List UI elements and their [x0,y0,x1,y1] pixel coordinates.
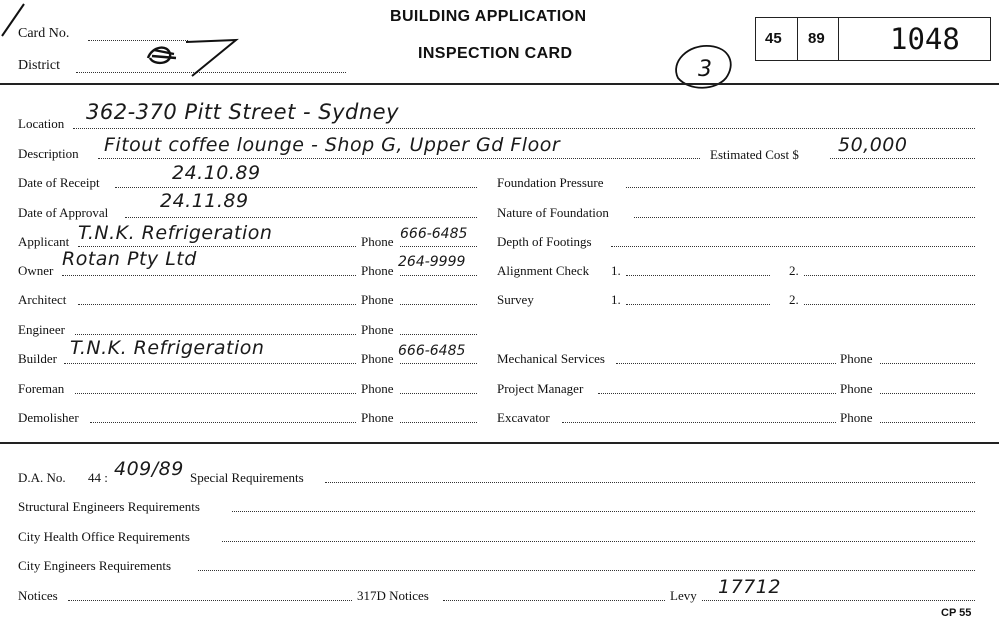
city-health-label: City Health Office Requirements [18,529,190,544]
survey-1-label: 1. [611,292,621,307]
form-code: CP 55 [941,607,972,619]
engineer-label: Engineer [18,322,65,337]
excavator-field [562,422,836,423]
date-of-receipt-value: 24.10.89 [172,162,261,184]
circled-mark [664,38,744,94]
district-label: District [18,58,60,73]
city-engineers-label: City Engineers Requirements [18,558,172,573]
builder-phone-field [400,363,477,364]
notices-field [68,600,352,601]
title-line-2: INSPECTION CARD [418,45,573,62]
builder-label: Builder [18,351,57,366]
description-label: Description [18,146,79,161]
demolisher-phone-label: Phone [361,410,394,425]
survey-2-field [804,304,975,305]
mechanical-services-field [616,363,836,364]
levy-label: Levy [670,588,697,603]
applicant-phone-label: Phone [361,234,394,249]
alignment-check-2-label: 2. [789,263,799,278]
depth-of-footings-field [611,246,975,247]
owner-phone-label: Phone [361,263,394,278]
location-label: Location [18,116,65,131]
card-number: 1048 [890,22,960,56]
date-of-approval-label: Date of Approval [18,205,109,220]
project-manager-field [598,393,836,394]
description-field [98,158,700,159]
circled-mark-text: 3 [698,57,712,82]
depth-of-footings-label: Depth of Footings [497,234,592,249]
engineer-phone-label: Phone [361,322,394,337]
district-scribble [140,28,250,78]
city-engineers-field [198,570,975,571]
builder-phone-label: Phone [361,351,394,366]
builder-value: T.N.K. Refrigeration [70,337,265,359]
nature-of-foundation-label: Nature of Foundation [497,205,609,220]
estimated-cost-field [830,158,975,159]
levy-value: 17712 [718,576,781,598]
foreman-field [75,393,356,394]
location-value: 362-370 Pitt Street - Sydney [86,100,400,124]
foundation-pressure-label: Foundation Pressure [497,175,604,190]
engineer-phone-field [400,334,477,335]
builder-phone-value: 666-6485 [398,343,466,359]
notices-label: Notices [18,588,58,603]
location-field [73,128,975,129]
excavator-phone-label: Phone [840,410,873,425]
architect-phone-label: Phone [361,292,394,307]
project-manager-label: Project Manager [497,381,584,396]
project-manager-phone-label: Phone [840,381,873,396]
architect-label: Architect [18,292,67,307]
middle-rule [0,442,999,444]
special-requirements-label: Special Requirements [190,470,304,485]
date-of-receipt-label: Date of Receipt [18,175,100,190]
levy-field [702,600,975,601]
owner-phone-field [400,275,477,276]
special-requirements-field [325,482,975,483]
demolisher-label: Demolisher [18,410,79,425]
owner-field [62,275,356,276]
foundation-pressure-field [626,187,975,188]
survey-1-field [626,304,770,305]
box-b-value: 89 [808,30,825,47]
survey-2-label: 2. [789,292,799,307]
da-number-value: 409/89 [114,458,184,480]
notices-317d-field [443,600,665,601]
date-of-approval-value: 24.11.89 [160,190,249,212]
foreman-label: Foreman [18,381,65,396]
date-of-approval-field [125,217,477,218]
applicant-phone-field [400,246,477,247]
excavator-phone-field [880,422,975,423]
nature-of-foundation-field [634,217,975,218]
da-no-label: D.A. No. [18,470,66,485]
city-health-field [222,541,975,542]
box-a-value: 45 [765,30,782,47]
structural-engineers-label: Structural Engineers Requirements [18,499,200,514]
builder-field [64,363,356,364]
project-manager-phone-field [880,393,975,394]
description-value: Fitout coffee lounge - Shop G, Upper Gd Floor [104,134,561,156]
alignment-check-1-field [626,275,770,276]
owner-phone-value: 264-9999 [398,254,466,270]
architect-phone-field [400,304,477,305]
mechanical-services-label: Mechanical Services [497,351,605,366]
estimated-cost-label: Estimated Cost $ [710,147,799,162]
da-prefix: 44 : [88,470,108,485]
applicant-label: Applicant [18,234,70,249]
excavator-label: Excavator [497,410,550,425]
engineer-field [75,334,356,335]
date-of-receipt-field [115,187,477,188]
header-rule [0,83,999,85]
demolisher-field [90,422,356,423]
mechanical-services-phone-label: Phone [840,351,873,366]
foreman-phone-field [400,393,477,394]
owner-label: Owner [18,263,54,278]
applicant-phone-value: 666-6485 [400,226,468,242]
alignment-check-2-field [804,275,975,276]
applicant-value: T.N.K. Refrigeration [78,222,273,244]
applicant-field [78,246,356,247]
structural-engineers-field [232,511,975,512]
mechanical-services-phone-field [880,363,975,364]
card-no-label: Card No. [18,26,70,41]
box-divider [797,17,798,61]
notices-317d-label: 317D Notices [357,588,429,603]
alignment-check-1-label: 1. [611,263,621,278]
foreman-phone-label: Phone [361,381,394,396]
estimated-cost-value: 50,000 [838,134,908,156]
alignment-check-label: Alignment Check [497,263,590,278]
architect-field [78,304,356,305]
survey-label: Survey [497,292,534,307]
title-line-1: BUILDING APPLICATION [390,8,587,25]
demolisher-phone-field [400,422,477,423]
owner-value: Rotan Pty Ltd [62,248,197,270]
